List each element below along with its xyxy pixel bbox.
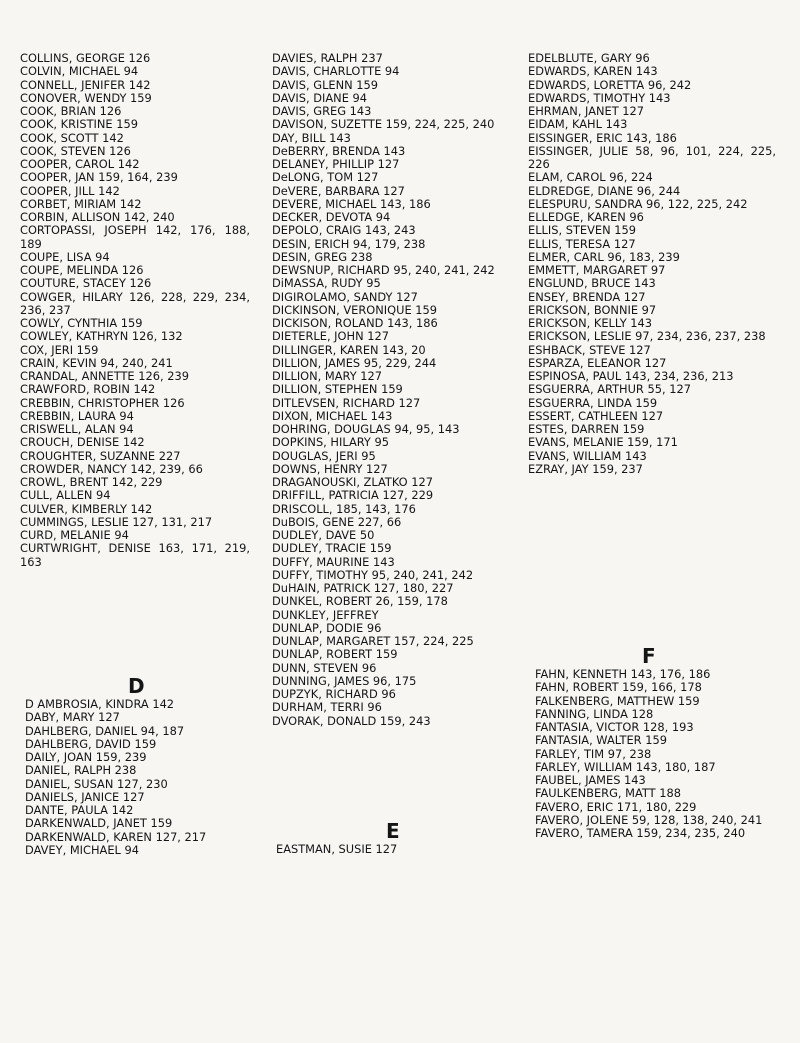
index-entry: CORBET, MIRIAM 142 xyxy=(20,196,142,211)
index-entry: DRAGANOUSKI, ZLATKO 127 xyxy=(272,475,434,489)
index-entry: DILLION, JAMES 95, 229, 244 xyxy=(272,355,437,370)
index-entry: DuBOIS, GENE 227, 66 xyxy=(272,514,402,529)
index-entry: DICKISON, ROLAND 143, 186 xyxy=(272,316,438,330)
index-entry: ERICKSON, BONNIE 97 xyxy=(528,302,657,317)
index-entry: EISSINGER, JULIE 58, 96, 101, 224, 225, 226 xyxy=(528,143,776,171)
index-entry: CURTWRIGHT, DENISE 163, 171, 219, 163 xyxy=(20,541,250,569)
index-entry: CONNELL, JENIFER 142 xyxy=(20,77,151,92)
index-entry: DABY, MARY 127 xyxy=(25,710,120,725)
index-entry: DEPOLO, CRAIG 143, 243 xyxy=(272,223,416,238)
index-entry: DARKENWALD, KAREN 127, 217 xyxy=(25,829,207,844)
index-entry: DILLINGER, KAREN 143, 20 xyxy=(272,342,426,357)
index-entry: COLLINS, GEORGE 126 xyxy=(20,51,151,65)
index-entry: DILLION, MARY 127 xyxy=(272,369,383,383)
index-entry: COWLEY, KATHRYN 126, 132 xyxy=(20,329,183,344)
index-entry: DAVISON, SUZETTE 159, 224, 225, 240 xyxy=(272,117,495,132)
index-column-c xyxy=(20,52,250,569)
index-entry: DOUGLAS, JERI 95 xyxy=(272,448,376,463)
section-letter-d: D xyxy=(128,674,145,698)
index-entry: CRAIN, KEVIN 94, 240, 241 xyxy=(20,355,173,370)
index-entry: ELDREDGE, DIANE 96, 244 xyxy=(528,183,681,198)
index-entry: EMMETT, MARGARET 97 xyxy=(528,263,666,277)
index-entry: ELLIS, STEVEN 159 xyxy=(528,223,636,238)
index-entry: DOHRING, DOUGLAS 94, 95, 143 xyxy=(272,422,460,436)
index-entry: ESHBACK, STEVE 127 xyxy=(528,342,651,357)
index-entry: FARLEY, WILLIAM 143, 180, 187 xyxy=(535,759,716,774)
index-entry: ELESPURU, SANDRA 96, 122, 225, 242 xyxy=(528,196,748,211)
index-entry: CROWDER, NANCY 142, 239, 66 xyxy=(20,461,203,476)
index-entry: COOK, BRIAN 126 xyxy=(20,104,122,118)
index-entry: DAVIS, GLENN 159 xyxy=(272,77,379,92)
index-entry: DESIN, GREG 238 xyxy=(272,249,373,264)
index-entry: CORBIN, ALLISON 142, 240 xyxy=(20,210,175,224)
index-entry: DUDLEY, DAVE 50 xyxy=(272,528,375,542)
index-entry: FAUBEL, JAMES 143 xyxy=(535,773,646,787)
index-entry: CUMMINGS, LESLIE 127, 131, 217 xyxy=(20,514,213,529)
index-entry: DUNN, STEVEN 96 xyxy=(272,660,377,675)
index-entry: ELLEDGE, KAREN 96 xyxy=(528,210,644,224)
index-entry: COOK, STEVEN 126 xyxy=(20,143,131,158)
index-entry: COUTURE, STACEY 126 xyxy=(20,276,152,291)
index-entry: CORTOPASSI, JOSEPH 142, 176, 188, 189 xyxy=(20,223,250,251)
index-column-e xyxy=(528,52,776,476)
index-entry: FANTASIA, WALTER 159 xyxy=(535,733,667,748)
index-entry: ESSERT, CATHLEEN 127 xyxy=(528,408,664,423)
index-entry: EDELBLUTE, GARY 96 xyxy=(528,51,650,65)
index-entry: FANNING, LINDA 128 xyxy=(535,706,654,721)
index-entry: DRISCOLL, 185, 143, 176 xyxy=(272,501,416,516)
index-entry: DiMASSA, RUDY 95 xyxy=(272,276,381,291)
index-entry: ENSEY, BRENDA 127 xyxy=(528,289,646,304)
index-entry: EHRMAN, JANET 127 xyxy=(528,104,645,118)
index-entry: FAULKENBERG, MATT 188 xyxy=(535,786,681,801)
index-entry: DAVIES, RALPH 237 xyxy=(272,51,383,65)
index-entry: CRAWFORD, ROBIN 142 xyxy=(20,382,156,397)
index-entry: EASTMAN, SUSIE 127 xyxy=(276,842,398,856)
index-entry: ESPINOSA, PAUL 143, 234, 236, 213 xyxy=(528,369,734,383)
index-entry: DOPKINS, HILARY 95 xyxy=(272,435,390,450)
index-section-d xyxy=(25,698,255,857)
index-entry: DRIFFILL, PATRICIA 127, 229 xyxy=(272,488,434,503)
index-entry: FAVERO, ERIC 171, 180, 229 xyxy=(535,799,697,814)
index-entry: CULL, ALLEN 94 xyxy=(20,488,111,503)
index-entry: CURD, MELANIE 94 xyxy=(20,528,129,542)
index-entry: DIETERLE, JOHN 127 xyxy=(272,329,389,344)
index-entry: DUFFY, TIMOTHY 95, 240, 241, 242 xyxy=(272,567,474,582)
index-entry: CREBBIN, CHRISTOPHER 126 xyxy=(20,395,185,410)
index-entry: DUNKLEY, JEFFREY xyxy=(272,607,379,622)
index-entry: DAVEY, MICHAEL 94 xyxy=(25,842,139,857)
section-letter-e: E xyxy=(386,819,400,843)
index-entry: DOWNS, HENRY 127 xyxy=(272,461,388,476)
index-entry: DeLONG, TOM 127 xyxy=(272,170,379,185)
index-entry: DUPZYK, RICHARD 96 xyxy=(272,687,396,701)
index-section-f xyxy=(535,668,775,840)
index-entry: COOK, SCOTT 142 xyxy=(20,130,124,145)
index-entry: CRISWELL, ALAN 94 xyxy=(20,422,134,436)
index-entry: DANIEL, SUSAN 127, 230 xyxy=(25,776,168,791)
index-entry: COOPER, JILL 142 xyxy=(20,183,120,198)
index-entry: DEVERE, MICHAEL 143, 186 xyxy=(272,196,431,211)
index-entry: CRANDAL, ANNETTE 126, 239 xyxy=(20,369,189,383)
index-entry: ELLIS, TERESA 127 xyxy=(528,236,636,251)
index-entry: DESIN, ERICH 94, 179, 238 xyxy=(272,236,426,251)
index-entry: DAVIS, DIANE 94 xyxy=(272,90,368,105)
index-entry: D AMBROSIA, KINDRA 142 xyxy=(25,697,175,711)
index-entry: ESPARZA, ELEANOR 127 xyxy=(528,355,667,370)
index-entry: DANTE, PAULA 142 xyxy=(25,803,134,817)
index-entry: ERICKSON, KELLY 143 xyxy=(528,316,653,330)
index-entry: CROUGHTER, SUZANNE 227 xyxy=(20,448,181,463)
index-entry: DAVIS, CHARLOTTE 94 xyxy=(272,64,400,79)
index-entry: CREBBIN, LAURA 94 xyxy=(20,408,134,423)
index-entry: DUFFY, MAURINE 143 xyxy=(272,554,395,569)
index-entry: DIGIROLAMO, SANDY 127 xyxy=(272,289,418,304)
index-entry: FAHN, KENNETH 143, 176, 186 xyxy=(535,667,711,681)
index-entry: FAVERO, TAMERA 159, 234, 235, 240 xyxy=(535,826,746,840)
index-entry: DAHLBERG, DANIEL 94, 187 xyxy=(25,723,185,738)
index-entry: FANTASIA, VICTOR 128, 193 xyxy=(535,720,694,734)
index-entry: FARLEY, TIM 97, 238 xyxy=(535,746,652,761)
index-entry: DARKENWALD, JANET 159 xyxy=(25,816,173,831)
index-entry: DECKER, DEVOTA 94 xyxy=(272,210,391,224)
index-entry: FALKENBERG, MATTHEW 159 xyxy=(535,693,700,708)
index-entry: EVANS, MELANIE 159, 171 xyxy=(528,435,678,450)
index-entry: DICKINSON, VERONIQUE 159 xyxy=(272,302,438,317)
index-entry: DAILY, JOAN 159, 239 xyxy=(25,750,147,764)
index-entry: EDWARDS, TIMOTHY 143 xyxy=(528,90,671,105)
index-entry: COX, JERI 159 xyxy=(20,342,99,357)
index-entry: DUNLAP, MARGARET 157, 224, 225 xyxy=(272,634,474,648)
index-entry: EDWARDS, KAREN 143 xyxy=(528,64,658,79)
index-entry: FAVERO, JOLENE 59, 128, 138, 240, 241 xyxy=(535,812,763,827)
index-entry: CONOVER, WENDY 159 xyxy=(20,90,152,105)
section-letter-f: F xyxy=(642,644,656,668)
index-entry: DUNKEL, ROBERT 26, 159, 178 xyxy=(272,594,448,609)
index-entry: ELMER, CARL 96, 183, 239 xyxy=(528,249,680,264)
index-entry: DAVIS, GREG 143 xyxy=(272,104,372,118)
index-entry: COWGER, HILARY 126, 228, 229, 234, 236, 237 xyxy=(20,289,250,317)
index-entry: DeVERE, BARBARA 127 xyxy=(272,183,405,198)
index-entry: ERICKSON, LESLIE 97, 234, 236, 237, 238 xyxy=(528,329,766,344)
index-entry: DIXON, MICHAEL 143 xyxy=(272,408,393,423)
index-entry: EISSINGER, ERIC 143, 186 xyxy=(528,130,677,145)
index-column-d xyxy=(272,52,507,728)
index-entry: COWLY, CYNTHIA 159 xyxy=(20,316,143,330)
index-entry: COOK, KRISTINE 159 xyxy=(20,117,138,132)
index-entry: ELAM, CAROL 96, 224 xyxy=(528,170,653,185)
index-entry: CROUCH, DENISE 142 xyxy=(20,435,145,450)
index-entry: DuHAIN, PATRICK 127, 180, 227 xyxy=(272,581,454,595)
index-entry: DURHAM, TERRI 96 xyxy=(272,700,382,715)
index-entry: DELANEY, PHILLIP 127 xyxy=(272,157,400,171)
index-entry: DANIELS, JANICE 127 xyxy=(25,789,145,804)
index-entry: ESTES, DARREN 159 xyxy=(528,422,645,436)
index-entry: DITLEVSEN, RICHARD 127 xyxy=(272,395,421,410)
index-entry: DeBERRY, BRENDA 143 xyxy=(272,143,406,158)
index-entry: EZRAY, JAY 159, 237 xyxy=(528,461,643,476)
index-entry: CROWL, BRENT 142, 229 xyxy=(20,475,163,489)
index-entry: COOPER, JAN 159, 164, 239 xyxy=(20,170,178,185)
index-entry: DUNNING, JAMES 96, 175 xyxy=(272,673,417,688)
index-entry: EIDAM, KAHL 143 xyxy=(528,117,628,132)
index-entry: COLVIN, MICHAEL 94 xyxy=(20,64,139,79)
index-entry: DEWSNUP, RICHARD 95, 240, 241, 242 xyxy=(272,263,495,277)
index-entry: COOPER, CAROL 142 xyxy=(20,157,140,171)
index-section-e xyxy=(276,843,506,856)
index-entry: DANIEL, RALPH 238 xyxy=(25,763,137,778)
index-entry: COUPE, LISA 94 xyxy=(20,249,110,264)
index-entry: DVORAK, DONALD 159, 243 xyxy=(272,713,431,728)
index-entry: DILLION, STEPHEN 159 xyxy=(272,382,403,397)
index-entry: ESGUERRA, ARTHUR 55, 127 xyxy=(528,382,691,397)
index-entry: FAHN, ROBERT 159, 166, 178 xyxy=(535,680,702,695)
index-entry: EVANS, WILLIAM 143 xyxy=(528,448,647,463)
index-entry: COUPE, MELINDA 126 xyxy=(20,263,144,277)
index-entry: DUNLAP, ROBERT 159 xyxy=(272,647,398,662)
index-entry: DUDLEY, TRACIE 159 xyxy=(272,541,392,556)
index-entry: EDWARDS, LORETTA 96, 242 xyxy=(528,77,692,92)
index-entry: ESGUERRA, LINDA 159 xyxy=(528,395,658,410)
index-entry: DAY, BILL 143 xyxy=(272,130,351,145)
index-entry: ENGLUND, BRUCE 143 xyxy=(528,276,656,291)
index-entry: DAHLBERG, DAVID 159 xyxy=(25,736,157,751)
index-entry: DUNLAP, DODIE 96 xyxy=(272,620,382,635)
index-entry: CULVER, KIMBERLY 142 xyxy=(20,501,153,516)
